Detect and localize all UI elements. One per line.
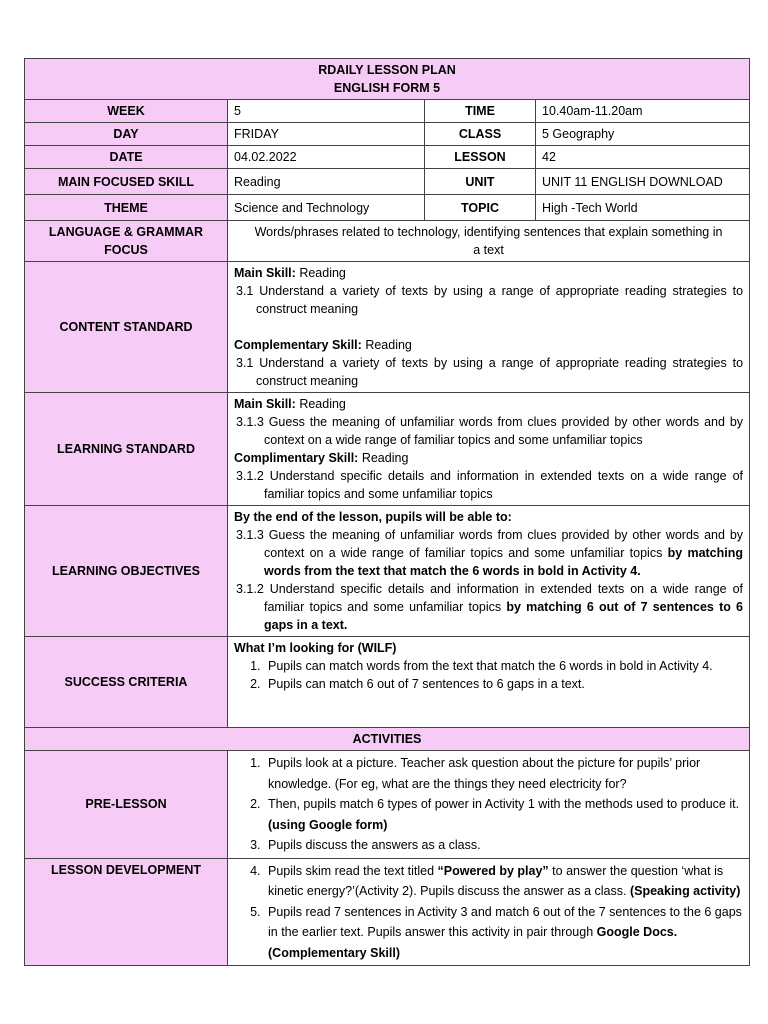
pre-step-2-bold: (using Google form) (268, 817, 388, 832)
lesson-plan-sheet (24, 58, 749, 966)
objective-1 (234, 526, 743, 580)
dev-step-5-text: Pupils read 7 sentences in Activity 3 and match 6 out of the 7 sentences to the 6 gaps in the earlier text. Pupils answer this activity in pair through (268, 904, 742, 939)
cs-spacer (234, 318, 743, 336)
cs-main-title: Main Skill: (234, 266, 296, 280)
title-row (25, 59, 750, 100)
success-row (25, 637, 750, 728)
dev-step-4-tag: (Speaking activity) (629, 884, 741, 898)
objective-1-bold: by matching words from the text that match the 6 words in bold in Activity 4. (264, 546, 744, 578)
pre-step-1: 1. Pupils look at a picture. Teacher ask question about the picture for pupils’ prior knowledge. (For eg, what are the things they need electricity for? (264, 753, 743, 794)
success-item-1: 1. Pupils can match words from the text that match the 6 words in bold in Activity 4. (264, 657, 743, 675)
unit-label: UNIT (425, 169, 536, 195)
cs-comp-title: Complementary Skill: (234, 338, 362, 352)
theme-label: THEME (25, 195, 228, 221)
dev-step-5-bold: Google Docs. (Complementary Skill) (268, 925, 678, 960)
pre-lesson-label: PRE-LESSON (25, 751, 228, 859)
grammar-text: Words/phrases related to technology, identifying sentences that explain something in a text (228, 221, 750, 262)
topic-label: TOPIC (425, 195, 536, 221)
week-row (25, 100, 750, 123)
day-row (25, 123, 750, 146)
development-row (25, 858, 750, 966)
objectives-intro: By the end of the lesson, pupils will be able to: (234, 510, 512, 524)
activities-label: ACTIVITIES (25, 728, 750, 751)
success-label: SUCCESS CRITERIA (25, 637, 228, 728)
cs-comp-skill: Reading (365, 338, 412, 352)
objective-2 (234, 580, 743, 634)
cs-main-line (234, 264, 743, 282)
objectives-body (228, 506, 750, 637)
unit-value: UNIT 11 ENGLISH DOWNLOAD (536, 169, 750, 195)
ls-comp-text: 3.1.2 Understand specific details and information in extended texts on a wide range of familiar topics and some unfamiliar topics (236, 469, 744, 501)
cs-comp-line (234, 336, 743, 354)
objectives-row (25, 506, 750, 637)
topic-value: High -Tech World (536, 195, 750, 221)
grammar-label: LANGUAGE & GRAMMAR FOCUS (25, 221, 228, 262)
ls-main-title: Main Skill: (234, 397, 296, 411)
dev-step-5 (264, 902, 743, 964)
ls-main-text: 3.1.3 Guess the meaning of unfamiliar words from clues provided by other words and by context on a wide range of familiar topics and some unfamiliar topics (236, 415, 744, 447)
skill-value: Reading (228, 169, 425, 195)
development-label: LESSON DEVELOPMENT (25, 858, 228, 966)
success-item-2: 2. Pupils can match 6 out of 7 sentences to 6 gaps in a text. (264, 675, 743, 693)
dev-step-4-bold: “Powered by play” (437, 863, 549, 878)
grammar-row (25, 221, 750, 262)
success-title: What I’m looking for (WILF) (234, 641, 397, 655)
content-standard-label: CONTENT STANDARD (25, 262, 228, 393)
content-standard-row (25, 262, 750, 393)
theme-value: Science and Technology (228, 195, 425, 221)
pre-lesson-row (25, 751, 750, 859)
pre-step-3: 3. Pupils discuss the answers as a class. (264, 835, 743, 856)
time-label: TIME (425, 100, 536, 123)
objective-2-text: 3.1.2 Understand specific details and information in extended texts on a wide range of familiar topics and some unfamiliar topics (236, 582, 744, 614)
class-value: 5 Geography (536, 123, 750, 146)
learning-standard-body (228, 393, 750, 506)
ls-comp-skill: Reading (361, 451, 409, 465)
cs-main-text: 3.1 Understand a variety of texts by using a range of appropriate reading strategies to construct meaning (236, 284, 744, 316)
title-line1: RDAILY LESSON PLAN (318, 63, 456, 77)
ls-main-skill: Reading (299, 397, 346, 411)
success-body (228, 637, 750, 728)
skill-label: MAIN FOCUSED SKILL (25, 169, 228, 195)
day-label: DAY (25, 123, 228, 146)
lesson-value: 42 (536, 146, 750, 169)
week-label: WEEK (25, 100, 228, 123)
pre-lesson-body (228, 751, 750, 859)
learning-standard-label: LEARNING STANDARD (25, 393, 228, 506)
development-body (228, 858, 750, 966)
success-list (234, 657, 743, 693)
lesson-label: LESSON (425, 146, 536, 169)
dev-step-4 (264, 861, 743, 902)
objective-2-bold: by matching 6 out of 7 sentences to 6 gaps in a text. (264, 600, 744, 632)
time-value: 10.40am-11.20am (536, 100, 750, 123)
pre-lesson-list (234, 753, 743, 856)
skill-row (25, 169, 750, 195)
dev-step-4-text-a: Pupils skim read the text titled (268, 863, 435, 878)
dev-step-4-text-b: to answer the question ‘what is kinetic energy?’(Activity 2). Pupils discuss the answer as a class. (268, 863, 724, 898)
lesson-plan-table (24, 58, 750, 966)
theme-row (25, 195, 750, 221)
cs-main-skill: Reading (299, 266, 346, 280)
title-line2: ENGLISH FORM 5 (333, 81, 441, 95)
pre-step-2 (264, 794, 743, 835)
class-label: CLASS (425, 123, 536, 146)
development-list (234, 861, 743, 964)
week-value: 5 (228, 100, 425, 123)
ls-main-line (234, 395, 743, 413)
content-standard-body (228, 262, 750, 393)
objectives-label: LEARNING OBJECTIVES (25, 506, 228, 637)
ls-comp-line (234, 449, 743, 467)
objective-1-text: 3.1.3 Guess the meaning of unfamiliar words from clues provided by other words and by context on a wide range of familiar topics and some unfamiliar topics (236, 528, 744, 560)
title-cell (25, 59, 750, 100)
pre-step-2-text: Then, pupils match 6 types of power in Activity 1 with the methods used to produce it. (268, 797, 740, 811)
date-label: DATE (25, 146, 228, 169)
learning-standard-row (25, 393, 750, 506)
activities-header-row (25, 728, 750, 751)
date-value: 04.02.2022 (228, 146, 425, 169)
date-row (25, 146, 750, 169)
day-value: FRIDAY (228, 123, 425, 146)
cs-comp-text: 3.1 Understand a variety of texts by using a range of appropriate reading strategies to construct meaning (236, 356, 744, 388)
ls-comp-title: Complimentary Skill: (234, 451, 359, 465)
